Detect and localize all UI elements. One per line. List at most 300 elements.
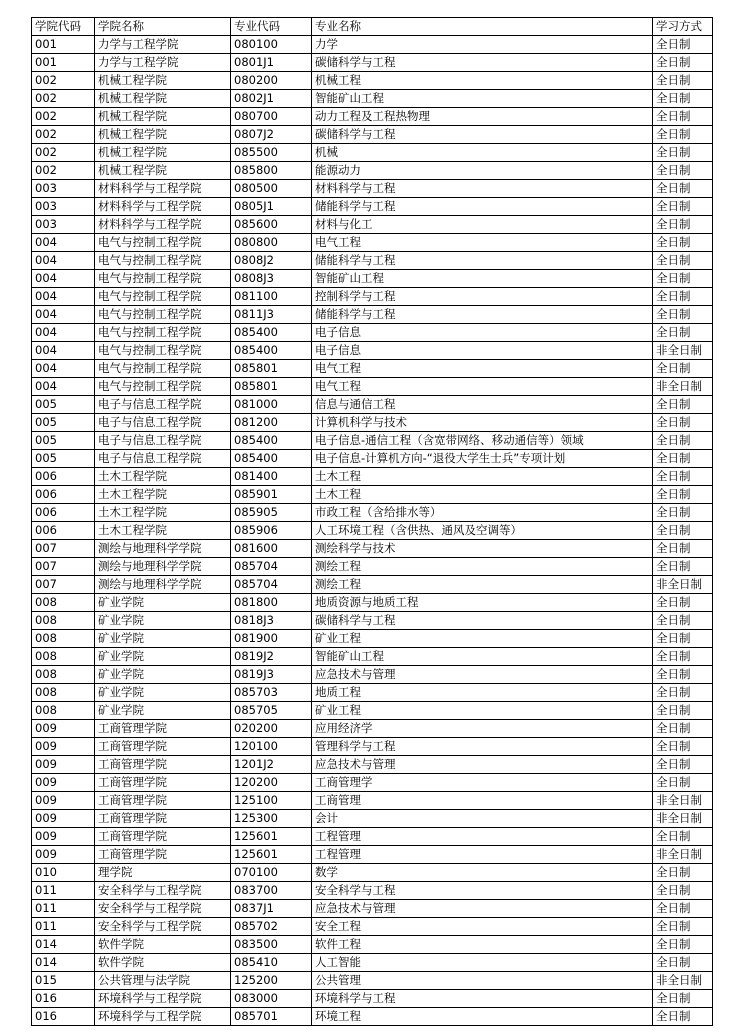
- college-code-cell: 008: [32, 702, 95, 720]
- table-row: [32, 684, 713, 702]
- major-name-cell: 公共管理: [312, 972, 653, 990]
- college-code-cell: 009: [32, 810, 95, 828]
- major-name-cell: 储能科学与工程: [312, 198, 653, 216]
- college-name-cell: 工商管理学院: [95, 828, 231, 846]
- table-row: [32, 648, 713, 666]
- college-code-cell: 004: [32, 378, 95, 396]
- major-name-cell: 土木工程: [312, 486, 653, 504]
- major-name-cell: 应急技术与管理: [312, 900, 653, 918]
- college-code-cell: 003: [32, 198, 95, 216]
- major-code-cell: 1201J2: [231, 756, 312, 774]
- major-code-cell: 0805J1: [231, 198, 312, 216]
- college-name-cell: 环境科学与工程学院: [95, 1008, 231, 1026]
- study-mode-cell: 全日制: [653, 270, 713, 288]
- study-mode-cell: 全日制: [653, 756, 713, 774]
- college-name-cell: 电子与信息工程学院: [95, 450, 231, 468]
- college-name-cell: 电气与控制工程学院: [95, 342, 231, 360]
- college-code-cell: 004: [32, 306, 95, 324]
- major-name-cell: 人工环境工程（含供热、通风及空调等）: [312, 522, 653, 540]
- major-name-cell: 储能科学与工程: [312, 306, 653, 324]
- study-mode-cell: 非全日制: [653, 972, 713, 990]
- major-code-cell: 085410: [231, 954, 312, 972]
- college-code-cell: 001: [32, 36, 95, 54]
- study-mode-cell: 全日制: [653, 666, 713, 684]
- major-code-cell: 085703: [231, 684, 312, 702]
- college-code-cell: 005: [32, 450, 95, 468]
- table-row: [32, 846, 713, 864]
- major-code-cell: 0819J2: [231, 648, 312, 666]
- major-name-cell: 力学: [312, 36, 653, 54]
- major-name-cell: 工商管理: [312, 792, 653, 810]
- college-code-cell: 002: [32, 144, 95, 162]
- college-code-cell: 007: [32, 558, 95, 576]
- major-name-cell: 测绘科学与技术: [312, 540, 653, 558]
- college-code-cell: 008: [32, 594, 95, 612]
- table-row: [32, 180, 713, 198]
- major-code-cell: 0808J3: [231, 270, 312, 288]
- study-mode-cell: 全日制: [653, 630, 713, 648]
- college-code-cell: 004: [32, 252, 95, 270]
- major-name-cell: 数学: [312, 864, 653, 882]
- major-code-cell: 085600: [231, 216, 312, 234]
- major-code-cell: 081800: [231, 594, 312, 612]
- major-name-cell: 控制科学与工程: [312, 288, 653, 306]
- major-name-cell: 管理科学与工程: [312, 738, 653, 756]
- college-code-cell: 007: [32, 576, 95, 594]
- college-name-cell: 工商管理学院: [95, 792, 231, 810]
- study-mode-cell: 全日制: [653, 180, 713, 198]
- major-name-cell: 材料与化工: [312, 216, 653, 234]
- study-mode-cell: 全日制: [653, 918, 713, 936]
- college-name-cell: 电气与控制工程学院: [95, 360, 231, 378]
- major-code-cell: 085704: [231, 558, 312, 576]
- table-row: [32, 162, 713, 180]
- major-name-cell: 电子信息: [312, 324, 653, 342]
- table-header-row: [32, 18, 713, 36]
- college-code-cell: 015: [32, 972, 95, 990]
- major-name-cell: 安全科学与工程: [312, 882, 653, 900]
- major-name-cell: 会计: [312, 810, 653, 828]
- college-code-cell: 008: [32, 630, 95, 648]
- major-name-cell: 应用经济学: [312, 720, 653, 738]
- college-name-cell: 矿业学院: [95, 702, 231, 720]
- college-name-cell: 机械工程学院: [95, 90, 231, 108]
- major-code-cell: 080800: [231, 234, 312, 252]
- major-code-cell: 0811J3: [231, 306, 312, 324]
- major-code-cell: 125300: [231, 810, 312, 828]
- study-mode-cell: 全日制: [653, 828, 713, 846]
- table-row: [32, 558, 713, 576]
- table-row: [32, 432, 713, 450]
- college-code-cell: 006: [32, 486, 95, 504]
- college-name-cell: 力学与工程学院: [95, 36, 231, 54]
- major-name-cell: 碳储科学与工程: [312, 126, 653, 144]
- major-name-cell: 智能矿山工程: [312, 90, 653, 108]
- major-code-cell: 120100: [231, 738, 312, 756]
- major-code-cell: 080200: [231, 72, 312, 90]
- table-row: [32, 288, 713, 306]
- table-row: [32, 918, 713, 936]
- major-code-cell: 085801: [231, 360, 312, 378]
- college-code-cell: 004: [32, 342, 95, 360]
- study-mode-cell: 全日制: [653, 612, 713, 630]
- major-code-cell: 085400: [231, 432, 312, 450]
- program-table: [31, 17, 713, 1026]
- major-name-cell: 市政工程（含给排水等）: [312, 504, 653, 522]
- study-mode-cell: 非全日制: [653, 792, 713, 810]
- study-mode-cell: 全日制: [653, 738, 713, 756]
- table-row: [32, 504, 713, 522]
- study-mode-cell: 全日制: [653, 396, 713, 414]
- study-mode-cell: 全日制: [653, 486, 713, 504]
- major-name-cell: 地质资源与地质工程: [312, 594, 653, 612]
- table-body: [32, 36, 713, 1026]
- major-name-cell: 安全工程: [312, 918, 653, 936]
- college-code-cell: 005: [32, 414, 95, 432]
- study-mode-cell: 全日制: [653, 216, 713, 234]
- major-name-cell: 电子信息-计算机方向-“退役大学生士兵”专项计划: [312, 450, 653, 468]
- college-name-cell: 机械工程学院: [95, 108, 231, 126]
- table-row: [32, 378, 713, 396]
- study-mode-cell: 全日制: [653, 54, 713, 72]
- major-code-cell: 125601: [231, 846, 312, 864]
- study-mode-cell: 全日制: [653, 990, 713, 1008]
- study-mode-cell: 全日制: [653, 684, 713, 702]
- table-row: [32, 1008, 713, 1026]
- study-mode-cell: 全日制: [653, 126, 713, 144]
- college-code-cell: 014: [32, 936, 95, 954]
- college-code-cell: 009: [32, 720, 95, 738]
- table-row: [32, 144, 713, 162]
- major-name-cell: 测绘工程: [312, 576, 653, 594]
- table-row: [32, 342, 713, 360]
- table-row: [32, 36, 713, 54]
- study-mode-cell: 全日制: [653, 324, 713, 342]
- major-code-cell: 020200: [231, 720, 312, 738]
- college-name-cell: 电子与信息工程学院: [95, 396, 231, 414]
- table-row: [32, 864, 713, 882]
- major-name-cell: 地质工程: [312, 684, 653, 702]
- college-name-cell: 材料科学与工程学院: [95, 216, 231, 234]
- study-mode-cell: 全日制: [653, 558, 713, 576]
- college-name-cell: 土木工程学院: [95, 486, 231, 504]
- college-name-cell: 矿业学院: [95, 684, 231, 702]
- study-mode-cell: 全日制: [653, 252, 713, 270]
- college-code-cell: 007: [32, 540, 95, 558]
- college-name-cell: 矿业学院: [95, 648, 231, 666]
- college-code-cell: 008: [32, 612, 95, 630]
- study-mode-cell: 全日制: [653, 720, 713, 738]
- table-row: [32, 360, 713, 378]
- college-code-cell: 002: [32, 108, 95, 126]
- college-code-cell: 004: [32, 270, 95, 288]
- college-code-cell: 002: [32, 162, 95, 180]
- study-mode-cell: 全日制: [653, 594, 713, 612]
- college-name-cell: 安全科学与工程学院: [95, 918, 231, 936]
- header-major-code: 专业代码: [231, 18, 312, 36]
- table-row: [32, 774, 713, 792]
- study-mode-cell: 全日制: [653, 360, 713, 378]
- study-mode-cell: 全日制: [653, 774, 713, 792]
- study-mode-cell: 全日制: [653, 702, 713, 720]
- major-name-cell: 土木工程: [312, 468, 653, 486]
- college-code-cell: 011: [32, 882, 95, 900]
- college-name-cell: 电气与控制工程学院: [95, 378, 231, 396]
- table-row: [32, 54, 713, 72]
- college-name-cell: 工商管理学院: [95, 810, 231, 828]
- study-mode-cell: 全日制: [653, 504, 713, 522]
- major-name-cell: 储能科学与工程: [312, 252, 653, 270]
- major-code-cell: 120200: [231, 774, 312, 792]
- college-code-cell: 008: [32, 684, 95, 702]
- study-mode-cell: 全日制: [653, 882, 713, 900]
- table-row: [32, 414, 713, 432]
- major-name-cell: 智能矿山工程: [312, 270, 653, 288]
- study-mode-cell: 全日制: [653, 432, 713, 450]
- major-code-cell: 085400: [231, 324, 312, 342]
- major-code-cell: 085906: [231, 522, 312, 540]
- table-row: [32, 792, 713, 810]
- major-code-cell: 085702: [231, 918, 312, 936]
- major-code-cell: 081200: [231, 414, 312, 432]
- major-name-cell: 矿业工程: [312, 630, 653, 648]
- college-name-cell: 测绘与地理科学学院: [95, 576, 231, 594]
- major-name-cell: 测绘工程: [312, 558, 653, 576]
- college-code-cell: 004: [32, 288, 95, 306]
- college-name-cell: 测绘与地理科学学院: [95, 540, 231, 558]
- major-name-cell: 电气工程: [312, 360, 653, 378]
- major-name-cell: 机械: [312, 144, 653, 162]
- header-college-code: 学院代码: [32, 18, 95, 36]
- header-major-name: 专业名称: [312, 18, 653, 36]
- table-row: [32, 306, 713, 324]
- major-name-cell: 应急技术与管理: [312, 666, 653, 684]
- table-row: [32, 810, 713, 828]
- major-code-cell: 0807J2: [231, 126, 312, 144]
- college-name-cell: 电气与控制工程学院: [95, 252, 231, 270]
- college-code-cell: 004: [32, 360, 95, 378]
- table-row: [32, 198, 713, 216]
- college-name-cell: 机械工程学院: [95, 144, 231, 162]
- table-row: [32, 702, 713, 720]
- college-code-cell: 009: [32, 774, 95, 792]
- college-name-cell: 电气与控制工程学院: [95, 324, 231, 342]
- major-name-cell: 智能矿山工程: [312, 648, 653, 666]
- college-code-cell: 004: [32, 324, 95, 342]
- table-row: [32, 612, 713, 630]
- table-row: [32, 90, 713, 108]
- college-name-cell: 工商管理学院: [95, 756, 231, 774]
- study-mode-cell: 全日制: [653, 108, 713, 126]
- major-name-cell: 碳储科学与工程: [312, 612, 653, 630]
- college-name-cell: 机械工程学院: [95, 162, 231, 180]
- college-name-cell: 材料科学与工程学院: [95, 198, 231, 216]
- table-row: [32, 450, 713, 468]
- major-code-cell: 080500: [231, 180, 312, 198]
- major-code-cell: 085901: [231, 486, 312, 504]
- college-name-cell: 安全科学与工程学院: [95, 900, 231, 918]
- major-name-cell: 环境工程: [312, 1008, 653, 1026]
- study-mode-cell: 全日制: [653, 900, 713, 918]
- major-code-cell: 081900: [231, 630, 312, 648]
- major-code-cell: 085704: [231, 576, 312, 594]
- table-row: [32, 666, 713, 684]
- college-code-cell: 011: [32, 900, 95, 918]
- study-mode-cell: 全日制: [653, 162, 713, 180]
- table-row: [32, 468, 713, 486]
- college-code-cell: 005: [32, 396, 95, 414]
- college-name-cell: 力学与工程学院: [95, 54, 231, 72]
- college-code-cell: 003: [32, 216, 95, 234]
- major-name-cell: 工程管理: [312, 828, 653, 846]
- college-code-cell: 016: [32, 990, 95, 1008]
- college-name-cell: 电气与控制工程学院: [95, 234, 231, 252]
- header-college-name: 学院名称: [95, 18, 231, 36]
- college-name-cell: 电气与控制工程学院: [95, 288, 231, 306]
- major-code-cell: 085801: [231, 378, 312, 396]
- major-code-cell: 085701: [231, 1008, 312, 1026]
- study-mode-cell: 全日制: [653, 198, 713, 216]
- table-row: [32, 828, 713, 846]
- table-row: [32, 216, 713, 234]
- college-name-cell: 工商管理学院: [95, 720, 231, 738]
- major-code-cell: 0802J1: [231, 90, 312, 108]
- college-code-cell: 006: [32, 504, 95, 522]
- major-name-cell: 电气工程: [312, 234, 653, 252]
- major-code-cell: 081100: [231, 288, 312, 306]
- major-code-cell: 070100: [231, 864, 312, 882]
- study-mode-cell: 全日制: [653, 522, 713, 540]
- table-row: [32, 738, 713, 756]
- major-name-cell: 人工智能: [312, 954, 653, 972]
- table-row: [32, 972, 713, 990]
- major-code-cell: 083500: [231, 936, 312, 954]
- major-code-cell: 081400: [231, 468, 312, 486]
- college-name-cell: 矿业学院: [95, 630, 231, 648]
- college-code-cell: 002: [32, 90, 95, 108]
- college-name-cell: 工商管理学院: [95, 774, 231, 792]
- major-code-cell: 0837J1: [231, 900, 312, 918]
- college-code-cell: 008: [32, 666, 95, 684]
- college-code-cell: 009: [32, 756, 95, 774]
- college-name-cell: 理学院: [95, 864, 231, 882]
- college-name-cell: 电子与信息工程学院: [95, 432, 231, 450]
- major-code-cell: 081600: [231, 540, 312, 558]
- major-name-cell: 工程管理: [312, 846, 653, 864]
- major-code-cell: 085400: [231, 450, 312, 468]
- table-row: [32, 234, 713, 252]
- major-code-cell: 125100: [231, 792, 312, 810]
- table-row: [32, 126, 713, 144]
- college-code-cell: 014: [32, 954, 95, 972]
- college-name-cell: 工商管理学院: [95, 846, 231, 864]
- major-code-cell: 085400: [231, 342, 312, 360]
- college-name-cell: 机械工程学院: [95, 72, 231, 90]
- college-code-cell: 002: [32, 72, 95, 90]
- major-code-cell: 081000: [231, 396, 312, 414]
- major-code-cell: 080100: [231, 36, 312, 54]
- college-code-cell: 009: [32, 846, 95, 864]
- table-row: [32, 990, 713, 1008]
- table-row: [32, 324, 713, 342]
- study-mode-cell: 全日制: [653, 648, 713, 666]
- college-code-cell: 003: [32, 180, 95, 198]
- table-row: [32, 900, 713, 918]
- study-mode-cell: 全日制: [653, 414, 713, 432]
- major-code-cell: 0819J3: [231, 666, 312, 684]
- table-row: [32, 540, 713, 558]
- major-name-cell: 软件工程: [312, 936, 653, 954]
- major-name-cell: 机械工程: [312, 72, 653, 90]
- major-code-cell: 0808J2: [231, 252, 312, 270]
- major-name-cell: 应急技术与管理: [312, 756, 653, 774]
- college-code-cell: 006: [32, 468, 95, 486]
- table-row: [32, 576, 713, 594]
- major-name-cell: 工商管理学: [312, 774, 653, 792]
- college-name-cell: 电气与控制工程学院: [95, 270, 231, 288]
- college-name-cell: 电气与控制工程学院: [95, 306, 231, 324]
- major-code-cell: 085500: [231, 144, 312, 162]
- college-name-cell: 土木工程学院: [95, 522, 231, 540]
- college-name-cell: 土木工程学院: [95, 468, 231, 486]
- college-name-cell: 公共管理与法学院: [95, 972, 231, 990]
- study-mode-cell: 全日制: [653, 144, 713, 162]
- study-mode-cell: 全日制: [653, 864, 713, 882]
- college-code-cell: 009: [32, 792, 95, 810]
- study-mode-cell: 全日制: [653, 36, 713, 54]
- study-mode-cell: 全日制: [653, 450, 713, 468]
- table-row: [32, 522, 713, 540]
- major-code-cell: 125200: [231, 972, 312, 990]
- college-code-cell: 009: [32, 738, 95, 756]
- college-code-cell: 001: [32, 54, 95, 72]
- college-name-cell: 安全科学与工程学院: [95, 882, 231, 900]
- table-row: [32, 270, 713, 288]
- major-code-cell: 083000: [231, 990, 312, 1008]
- table-row: [32, 594, 713, 612]
- college-name-cell: 环境科学与工程学院: [95, 990, 231, 1008]
- college-code-cell: 010: [32, 864, 95, 882]
- table-row: [32, 936, 713, 954]
- major-code-cell: 085800: [231, 162, 312, 180]
- college-code-cell: 016: [32, 1008, 95, 1026]
- college-code-cell: 002: [32, 126, 95, 144]
- major-code-cell: 0801J1: [231, 54, 312, 72]
- study-mode-cell: 非全日制: [653, 810, 713, 828]
- college-name-cell: 材料科学与工程学院: [95, 180, 231, 198]
- table-row: [32, 252, 713, 270]
- college-code-cell: 011: [32, 918, 95, 936]
- table-row: [32, 108, 713, 126]
- college-name-cell: 工商管理学院: [95, 738, 231, 756]
- college-code-cell: 005: [32, 432, 95, 450]
- college-code-cell: 006: [32, 522, 95, 540]
- college-name-cell: 矿业学院: [95, 594, 231, 612]
- major-code-cell: 083700: [231, 882, 312, 900]
- major-name-cell: 动力工程及工程热物理: [312, 108, 653, 126]
- major-name-cell: 电气工程: [312, 378, 653, 396]
- college-code-cell: 008: [32, 648, 95, 666]
- major-name-cell: 碳储科学与工程: [312, 54, 653, 72]
- study-mode-cell: 全日制: [653, 72, 713, 90]
- major-code-cell: 085705: [231, 702, 312, 720]
- table-row: [32, 630, 713, 648]
- study-mode-cell: 非全日制: [653, 846, 713, 864]
- major-name-cell: 电子信息-通信工程（含宽带网络、移动通信等）领域: [312, 432, 653, 450]
- study-mode-cell: 全日制: [653, 954, 713, 972]
- study-mode-cell: 非全日制: [653, 378, 713, 396]
- study-mode-cell: 全日制: [653, 936, 713, 954]
